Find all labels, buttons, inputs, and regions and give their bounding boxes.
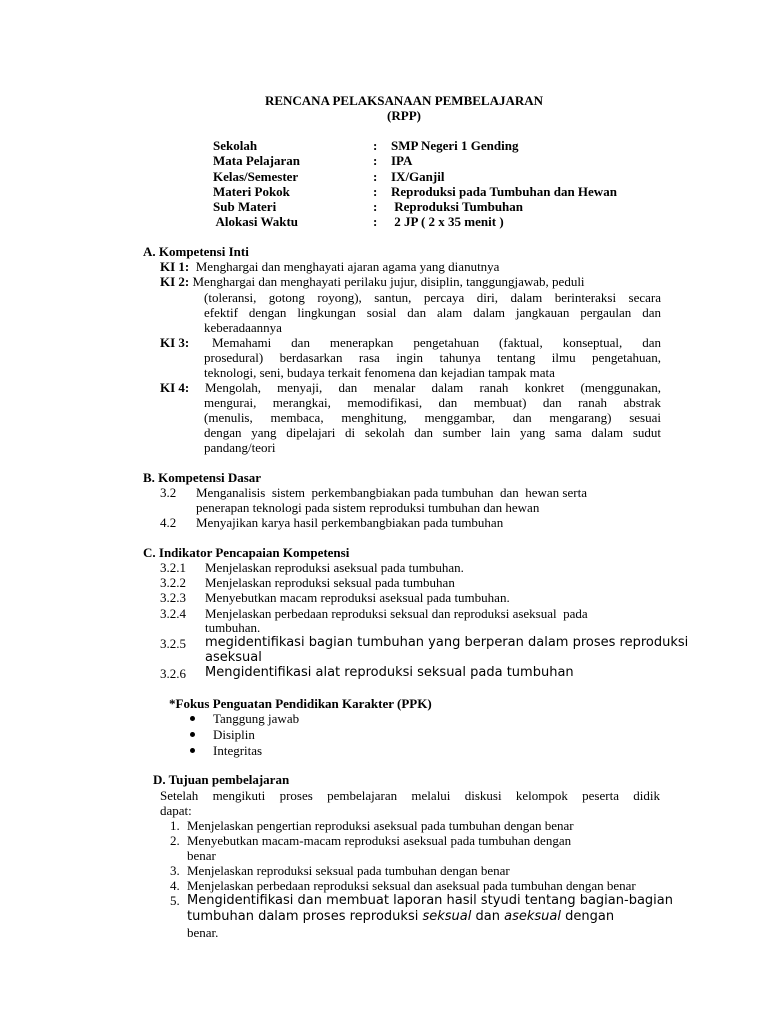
indicator-text: Mengidentifikasi alat reproduksi seksual pada tumbuhan [205, 665, 574, 680]
tujuan-number: 1. [170, 818, 180, 833]
ki4-text: dengan yang dipelajari di sekolah dan sumber lain yang sama dalam sudut [204, 425, 661, 440]
tujuan-intro: Setelah mengikuti proses pembelajaran melalui diskusi kelompok peserta didik [160, 788, 660, 803]
ki4-text: (menulis, membaca, menghitung, menggambar, dan mengarang) sesuai [204, 410, 661, 425]
indicator-number: 3.2.2 [160, 575, 186, 590]
tujuan-text: Mengidentifikasi dan membuat laporan hasil styudi tentang bagian-bagian [187, 893, 673, 908]
document-title: RENCANA PELAKSANAAN PEMBELAJARAN [264, 93, 544, 108]
tujuan-text: benar. [187, 925, 219, 940]
tujuan-text-line [187, 909, 614, 924]
ki2-text: keberadaannya [204, 320, 282, 335]
ki4-label: KI 4: [160, 380, 190, 395]
indicator-text: Menjelaskan reproduksi aseksual pada tumbuhan. [205, 560, 464, 575]
tujuan-number: 3. [170, 863, 180, 878]
ki3-label: KI 3: [160, 335, 190, 350]
info-key: Sekolah [213, 138, 258, 153]
indicator-text: Menjelaskan perbedaan reproduksi seksual dan reproduksi aseksual pada [205, 606, 588, 621]
ki2-text: efektif dengan lingkungan sosial dan alam dalam jangkauan pergaulan dan [204, 305, 661, 320]
info-sep: : [373, 153, 378, 169]
ki2-text: (toleransi, gotong royong), santun, percaya diri, dalam berinteraksi secara [204, 290, 661, 305]
tujuan-text: Menjelaskan pengertian reproduksi aseksual pada tumbuhan dengan benar [187, 818, 574, 833]
bullet-icon [190, 748, 195, 753]
ki3-text: prosedural) berdasarkan rasa ingin tahunya tentang ilmu pengetahuan, [204, 350, 661, 365]
section-d-heading: D. Tujuan pembelajaran [153, 772, 290, 787]
ki3-text: Memahami dan menerapkan pengetahuan (faktual, konseptual, dan [212, 335, 661, 350]
ki2-text: Menghargai dan menghayati perilaku jujur, disiplin, tanggungjawab, peduli [192, 274, 585, 289]
tujuan-text: tumbuhan dalam proses reproduksi [187, 909, 419, 924]
tujuan-text: Menjelaskan perbedaan reproduksi seksual dan aseksual pada tumbuhan dengan benar [187, 878, 636, 893]
indicator-text: aseksual [205, 650, 262, 665]
indicator-text: Menjelaskan reproduksi seksual pada tumbuhan [205, 575, 455, 590]
ki2-label: KI 2: [160, 274, 190, 289]
indicator-number: 3.2.1 [160, 560, 186, 575]
section-a-heading: A. Kompetensi Inti [143, 244, 249, 259]
tujuan-text: Menjelaskan reproduksi seksual pada tumbuhan dengan benar [187, 863, 510, 878]
indicator-number: 3.2.3 [160, 590, 186, 605]
ki4-text: mengurai, merangkai, memodifikasi, dan membuat) dan ranah abstrak [204, 395, 661, 410]
info-key: Kelas/Semester [213, 168, 299, 184]
ppk-item: Tanggung jawab [213, 711, 300, 726]
info-value: Reproduksi Tumbuhan [391, 199, 524, 215]
tujuan-number: 2. [170, 833, 180, 848]
info-sep: : [373, 199, 378, 215]
tujuan-text: benar [187, 848, 216, 863]
tujuan-text-italic: seksual [422, 909, 472, 924]
ki1-text: Menghargai dan menghayati ajaran agama yang dianutnya [195, 259, 500, 274]
indicator-number: 3.2.4 [160, 606, 186, 621]
ppk-item: Integritas [213, 743, 263, 758]
ki1-label: KI 1: [160, 259, 190, 274]
info-key: Alokasi Waktu [213, 214, 299, 230]
indicator-text: Menyebutkan macam reproduksi aseksual pada tumbuhan. [205, 590, 510, 605]
indicator-text: tumbuhan. [205, 620, 261, 635]
info-key: Materi Pokok [213, 183, 290, 199]
section-c-heading: C. Indikator Pencapaian Kompetensi [143, 545, 350, 560]
ki4-text: Mengolah, menyaji, dan menalar dalam ranah konkret (menggunakan, [205, 380, 661, 395]
indicator-number: 3.2.5 [160, 636, 186, 651]
info-value: SMP Negeri 1 Gending [391, 138, 519, 153]
tujuan-text: Menyebutkan macam-macam reproduksi aseksual pada tumbuhan dengan [187, 833, 572, 848]
info-value: Reproduksi pada Tumbuhan dan Hewan [391, 183, 617, 199]
info-value: IPA [391, 153, 413, 169]
tujuan-intro: dapat: [160, 803, 192, 818]
kd-number: 3.2 [160, 485, 177, 500]
info-value: IX/Ganjil [391, 168, 445, 184]
ppk-item: Disiplin [213, 727, 255, 742]
info-key: Sub Materi [213, 199, 277, 215]
ki2-line [160, 274, 585, 290]
bullet-icon [190, 732, 195, 737]
document-subtitle: (RPP) [387, 108, 421, 123]
tujuan-number: 4. [170, 878, 180, 893]
indicator-number: 3.2.6 [160, 666, 186, 681]
kd-text: Menganalisis sistem perkembangbiakan pada tumbuhan dan hewan serta [196, 485, 587, 500]
ki3-text: teknologi, seni, budaya terkait fenomena dan kejadian tampak mata [204, 365, 555, 380]
info-sep: : [373, 183, 378, 199]
ppk-heading: *Fokus Penguatan Pendidikan Karakter (PPK) [169, 696, 432, 711]
info-sep: : [373, 138, 378, 153]
ki1-line [160, 259, 499, 275]
section-b-heading: B. Kompetensi Dasar [143, 470, 262, 485]
indicator-text: megidentifikasi bagian tumbuhan yang berperan dalam proses reproduksi [205, 635, 689, 650]
info-value: 2 JP ( 2 x 35 menit ) [391, 214, 504, 230]
bullet-icon [190, 716, 195, 721]
tujuan-text: dan [475, 909, 500, 924]
tujuan-text-italic: aseksual [504, 909, 561, 924]
kd-text: penerapan teknologi pada sistem reproduksi tumbuhan dan hewan [196, 500, 540, 515]
kd-number: 4.2 [160, 515, 177, 530]
info-sep: : [373, 168, 378, 184]
tujuan-number: 5. [170, 893, 180, 908]
kd-text: Menyajikan karya hasil perkembangbiakan pada tumbuhan [196, 515, 504, 530]
ki4-text: pandang/teori [204, 440, 276, 455]
tujuan-text: dengan [565, 909, 615, 924]
info-key: Mata Pelajaran [213, 153, 301, 169]
info-sep: : [373, 214, 378, 230]
